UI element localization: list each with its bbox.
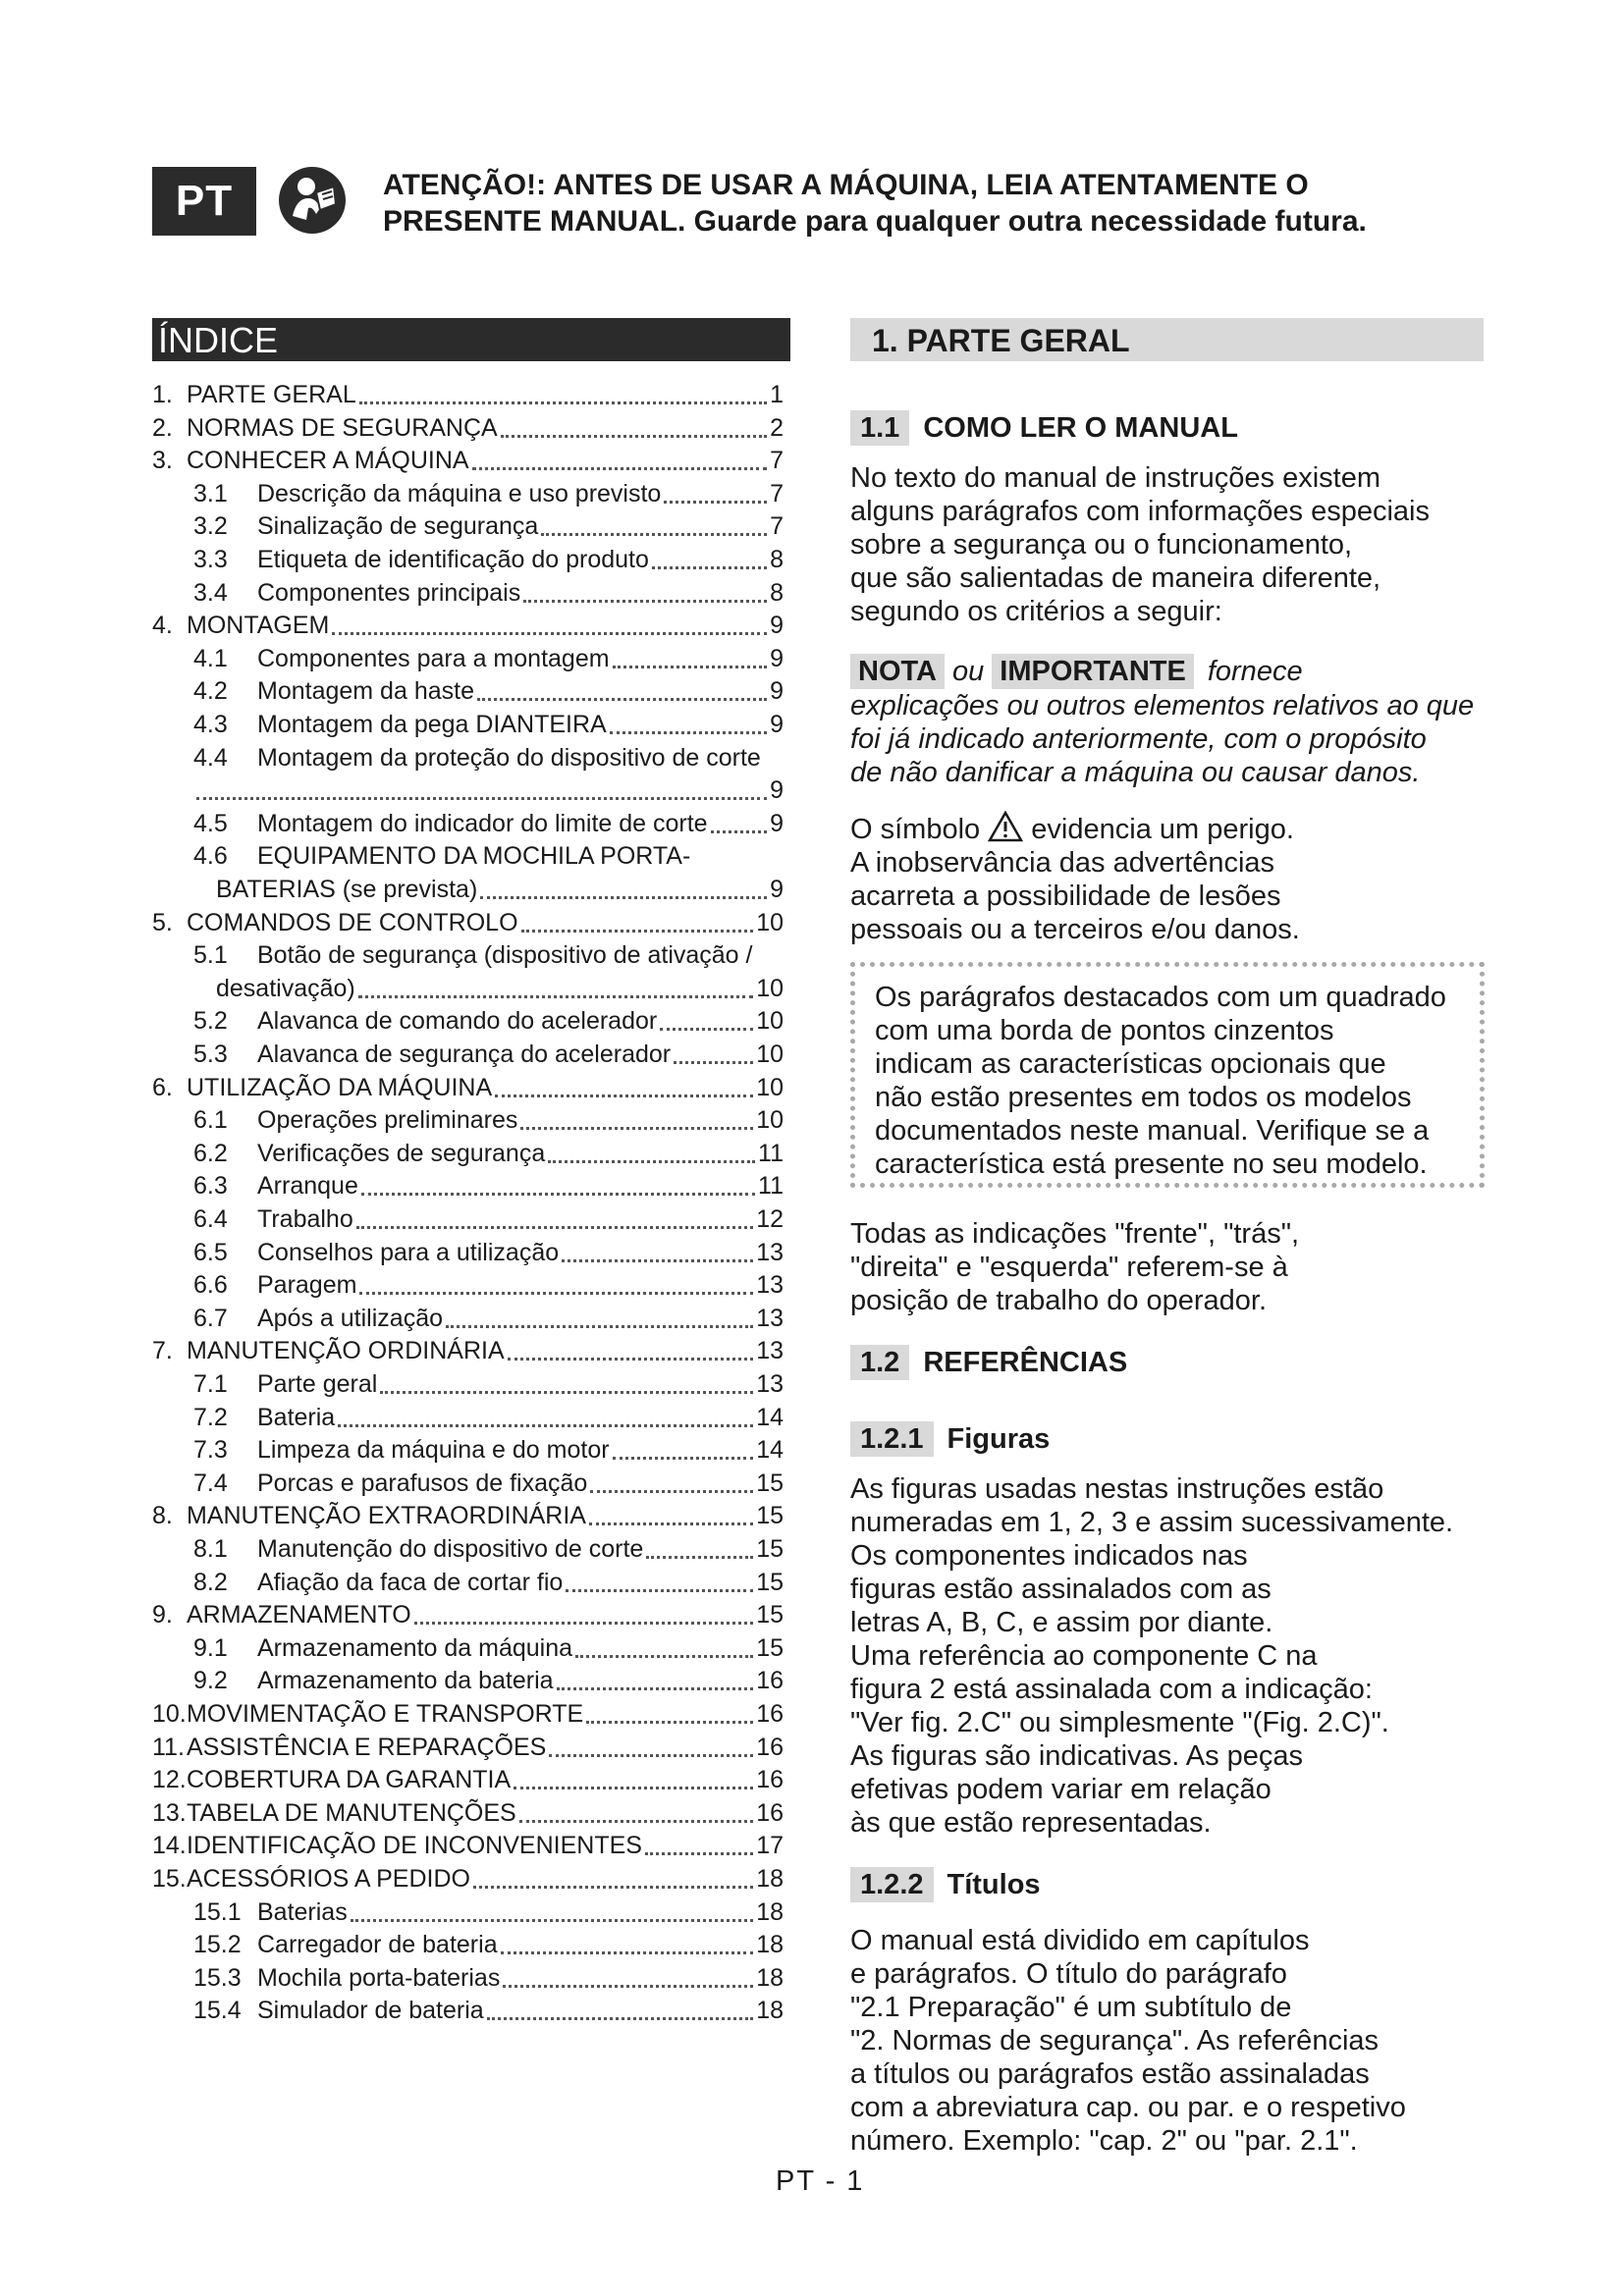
toc-entry: 4.4 Montagem da proteção do dispositivo de corte	[193, 743, 761, 772]
toc-entry: 6. UTILIZAÇÃO DA MÁQUINA 10	[152, 1073, 784, 1101]
toc-entry: 2. NORMAS DE SEGURANÇA 2	[152, 413, 784, 442]
toc-entry: 7.4 Porcas e parafusos de fixação 15	[193, 1468, 784, 1497]
toc-entry: 7.2 Bateria 14	[193, 1403, 784, 1431]
toc-entry: 15. ACESSÓRIOS A PEDIDO 18	[152, 1865, 784, 1893]
note-important-line: NOTA ou IMPORTANTE fornece	[850, 654, 1303, 689]
toc-entry: 13. TABELA DE MANUTENÇÕES 16	[152, 1798, 784, 1827]
subsection-1-2-2-heading: 1.2.2 Títulos	[850, 1867, 1041, 1902]
toc-entry: BATERIAS (se prevista) 9	[216, 876, 784, 903]
toc-entry: 7.1 Parte geral 13	[193, 1370, 784, 1398]
toc-entry: 6.4 Trabalho 12	[193, 1205, 784, 1233]
toc-entry: 5.2 Alavanca de comando do acelerador 10	[193, 1007, 784, 1036]
important-tag: IMPORTANTE	[992, 654, 1194, 689]
toc-entry: 11. ASSISTÊNCIA E REPARAÇÕES 16	[152, 1733, 784, 1761]
toc-entry: 3. CONHECER A MÁQUINA 7	[152, 447, 784, 475]
toc-entry: 6.3 Arranque 11	[193, 1172, 784, 1201]
toc-entry: 9.1 Armazenamento da máquina 15	[193, 1633, 784, 1662]
toc-entry: 8.2 Afiação da faca de cortar fio 15	[193, 1568, 784, 1596]
toc-entry: 4.2 Montagem da haste 9	[193, 677, 784, 706]
toc-entry: 6.1 Operações preliminares 10	[193, 1106, 784, 1135]
toc-entry: 9. ARMAZENAMENTO 15	[152, 1601, 784, 1629]
index-title: ÍNDICE	[152, 318, 790, 361]
toc-entry: 4.5 Montagem do indicador do limite de corte 9	[193, 809, 784, 837]
language-badge: PT	[152, 167, 256, 236]
toc-entry: 15.1 Baterias 18	[193, 1897, 784, 1926]
toc-entry: desativação) 10	[216, 974, 784, 1002]
toc-entry: 5. COMANDOS DE CONTROLO 10	[152, 908, 784, 936]
toc-entry: 15.4 Simulador de bateria 18	[193, 1997, 784, 2025]
toc-entry: 3.2 Sinalização de segurança 7	[193, 512, 784, 541]
toc-entry: 5.3 Alavanca de segurança do acelerador 10	[193, 1041, 784, 1068]
toc-entry: 7. MANUTENÇÃO ORDINÁRIA 13	[152, 1337, 784, 1365]
danger-symbol-paragraph: O símbolo evidencia um perigo. A inobservância das advertências acarreta a possibilidade de lesões pessoais ou a terceiros e/ou danos.	[850, 811, 1489, 946]
toc-entry: 15.3 Mochila porta-baterias 18	[193, 1963, 784, 1992]
toc-entry: 6.5 Conselhos para a utilização 13	[193, 1238, 784, 1266]
toc-entry: 14. IDENTIFICAÇÃO DE INCONVENIENTES 17	[152, 1832, 784, 1860]
toc-entry: 6.6 Paragem 13	[193, 1271, 784, 1300]
toc-entry: 6.7 Após a utilização 13	[193, 1304, 784, 1332]
warning-heading: ATENÇÃO!: ANTES DE USAR A MÁQUINA, LEIA ATENTAMENTE O PRESENTE MANUAL. Guarde para qualquer outra necessidade futura.	[383, 169, 1367, 238]
note-explanation: explicações ou outros elementos relativos ao que foi já indicado anteriormente, com o propósito de não danificar a máquina ou causar danos.	[850, 690, 1475, 788]
figures-paragraph: As figuras usadas nestas instruções estão numeradas em 1, 2, 3 e assim sucessivamente. Os componentes indicados nas figuras estão assinalados com as letras A, B, C, e assim por diante. Uma referência ao componente C na figura 2 está assinalada com a indicação: "Ver fig. 2.C" ou simplesmente "(Fig. 2.C)". As figuras são indicativas. As peças efetivas podem variar em relação às que estão representadas.	[850, 1473, 1454, 1839]
read-manual-icon	[277, 165, 348, 236]
toc-entry: 3.1 Descrição da máquina e uso previsto 7	[193, 479, 784, 507]
subsection-1-1-heading: 1.1 COMO LER O MANUAL	[850, 410, 1238, 446]
how-to-read-paragraph: No texto do manual de instruções existem alguns parágrafos com informações especiais sobre a segurança ou o funcionamento, que são salientadas de maneira diferente, segundo os critérios a seguir:	[850, 462, 1430, 627]
toc-entry: 7.3 Limpeza da máquina e do motor 14	[193, 1436, 784, 1465]
optional-features-box: Os parágrafos destacados com um quadrado com uma borda de pontos cinzentos indicam as características opcionais que não estão presentes em todos os modelos documentados neste manual. Verifique se a característica está presente no seu modelo.	[850, 962, 1485, 1188]
toc-entry: 10. MOVIMENTAÇÃO E TRANSPORTE 16	[152, 1700, 784, 1728]
titles-paragraph: O manual está dividido em capítulos e parágrafos. O título do parágrafo "2.1 Preparação" é um subtítulo de "2. Normas de segurança". As referências a títulos ou parágrafos estão assinaladas com a abreviatura cap. ou par. e o respetivo número. Exemplo: "cap. 2" ou "par. 2.1".	[850, 1925, 1406, 2157]
toc-entry: 5.1 Botão de segurança (dispositivo de ativação /	[193, 941, 753, 970]
toc-entry: 8.1 Manutenção do dispositivo de corte 15	[193, 1535, 784, 1563]
page-number: PT - 1	[776, 2165, 865, 2197]
subsection-1-2-1-heading: 1.2.1 Figuras	[850, 1421, 1050, 1457]
toc-entry: 4.3 Montagem da pega DIANTEIRA 9	[193, 711, 784, 738]
warning-triangle-icon	[988, 811, 1023, 842]
toc-entry: 4.1 Componentes para a montagem 9	[193, 644, 784, 672]
note-tag: NOTA	[850, 654, 945, 689]
toc-entry: 3.3 Etiqueta de identificação do produto 8	[193, 546, 784, 573]
section-title: 1. PARTE GERAL	[850, 318, 1484, 361]
directions-paragraph: Todas as indicações "frente", "trás", "direita" e "esquerda" referem-se à posição de trabalho do operador.	[850, 1218, 1300, 1316]
toc-entry: 1. PARTE GERAL 1	[152, 381, 784, 408]
toc-entry: 15.2 Carregador de bateria 18	[193, 1931, 784, 1959]
subsection-1-2-heading: 1.2 REFERÊNCIAS	[850, 1345, 1127, 1380]
toc-entry: 3.4 Componentes principais 8	[193, 578, 784, 607]
toc-entry: 8. MANUTENÇÃO EXTRAORDINÁRIA 15	[152, 1502, 784, 1530]
toc-entry: 9	[193, 776, 784, 805]
toc-entry: 4. MONTAGEM 9	[152, 612, 784, 640]
toc-entry: 9.2 Armazenamento da bateria 16	[193, 1667, 784, 1695]
toc-entry: 4.6 EQUIPAMENTO DA MOCHILA PORTA-	[193, 842, 691, 871]
toc-entry: 6.2 Verificações de segurança 11	[193, 1139, 784, 1167]
toc-entry: 12. COBERTURA DA GARANTIA 16	[152, 1766, 784, 1794]
